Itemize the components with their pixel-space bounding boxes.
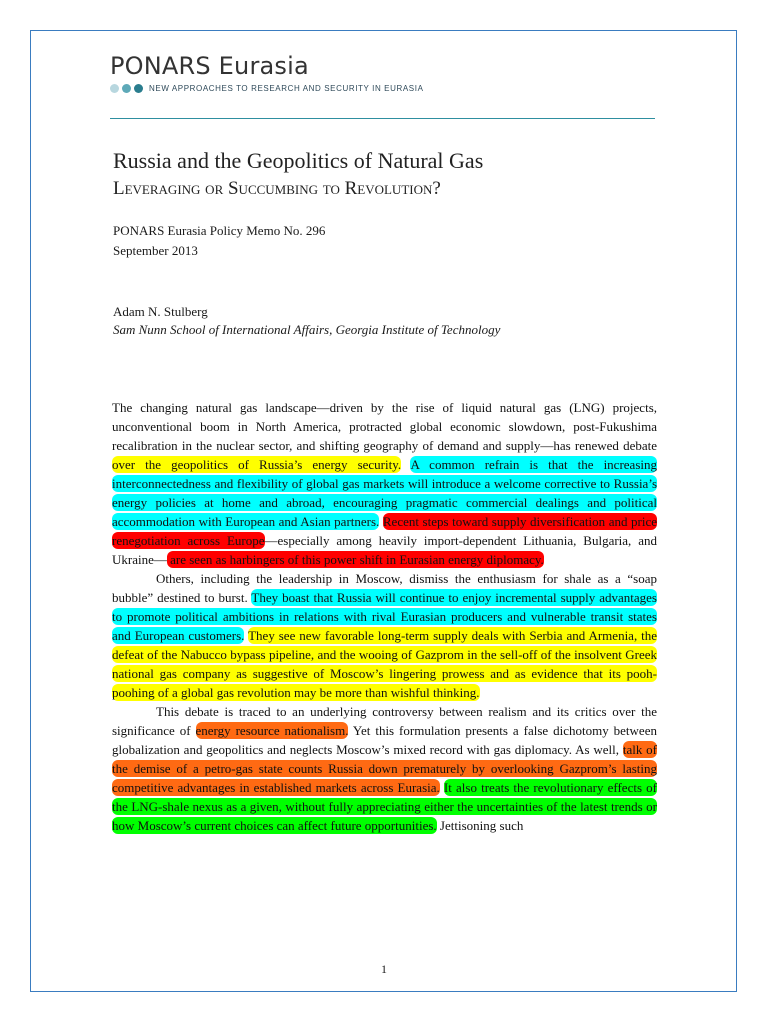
text-segment: Yet this formulation presents a false dichotomy between globalization and geopolitics and neglects Moscow’s mixed record with gas diplomacy. As well,: [112, 723, 657, 757]
author-name: Adam N. Stulberg: [113, 304, 208, 319]
highlight-red: Recent steps toward supply diversification and price renegotiation across Europe: [112, 514, 658, 548]
text-segment: This debate is traced to an underlying controversy between realism and its critics over the significance of: [112, 704, 657, 738]
ponars-logo: [110, 52, 424, 93]
highlight-red: are seen as harbingers of this power shift in Eurasian energy diplomacy.: [166, 552, 544, 567]
highlight-green: It also treats the revolutionary effects of the LNG-shale nexus as a given, without fully appreciating either the uncertainties of the latest trends or how Moscow’s current choices can affect future opportunities.: [112, 780, 657, 833]
author-affiliation: [113, 321, 500, 339]
body-paragraph: [112, 398, 657, 569]
memo-number: PONARS Eurasia Policy Memo No. 296: [113, 223, 326, 238]
body-paragraph: [112, 569, 657, 702]
highlight-orange: energy resource nationalism.: [195, 723, 349, 738]
highlight-cyan: A common refrain is that the increasing interconnectedness and flexibility of global gas markets will introduce a welcome corrective to Russia’s energy policies at home and abroad, encouraging pragmatic commercial dealings and political accommodation with European and Asian partners.: [112, 457, 657, 529]
header-divider: [110, 118, 655, 119]
logo-dots-icon: [110, 84, 143, 93]
highlight-yellow: over the geopolitics of Russia’s energy security.: [112, 457, 402, 472]
text-segment: —especially among heavily import-dependent Lithuania, Bulgaria, and Ukraine—: [112, 533, 657, 567]
page-number: 1: [381, 962, 387, 976]
body-paragraph: [112, 702, 657, 835]
document-title: Russia and the Geopolitics of Natural Gas: [113, 148, 484, 173]
highlight-cyan: They boast that Russia will continue to enjoy incremental supply advantages to promote political ambitions in relations with rival Eurasian producers and vulnerable transit states and European customers.: [112, 590, 657, 643]
publication-date: September 2013: [113, 243, 198, 258]
memo-body: [112, 398, 657, 835]
logo-dot: [134, 84, 143, 93]
org-name: PONARS Eurasia: [110, 52, 309, 80]
document-subtitle: Leveraging or Succumbing to Revolution?: [113, 178, 441, 199]
highlight-yellow: They see new favorable long-term supply deals with Serbia and Armenia, the defeat of the Nabucco bypass pipeline, and the wooing of Gazprom in the sell-off of the insolvent Greek national gas company as suggestive of Moscow’s lingering prowess and as evidence that its pooh-poohing of a global gas revolution may be more than wishful thinking.: [112, 628, 658, 700]
logo-dot: [110, 84, 119, 93]
logo-dot: [122, 84, 131, 93]
text-segment: Jettisoning such: [436, 818, 524, 833]
org-tagline: NEW APPROACHES TO RESEARCH AND SECURITY IN EURASIA: [149, 84, 424, 93]
highlight-orange: talk of the demise of a petro-gas state counts Russia down prematurely by overlooking Gazprom’s lasting competitive advantages in established markets across Eurasia.: [112, 742, 657, 795]
text-segment: Others, including the leadership in Moscow, dismiss the enthusiasm for shale as a “soap bubble” destined to burst.: [112, 571, 657, 605]
text-segment: The changing natural gas landscape—driven by the rise of liquid natural gas (LNG) projects, unconventional boom in North America, protracted global economic slowdown, post-Fukushima recalibration in the nuclear sector, and shifting geography of demand and supply—has renewed debate: [112, 400, 657, 453]
affiliation-text: Sam Nunn School of International Affairs, Georgia Institute of Technology: [113, 322, 501, 337]
